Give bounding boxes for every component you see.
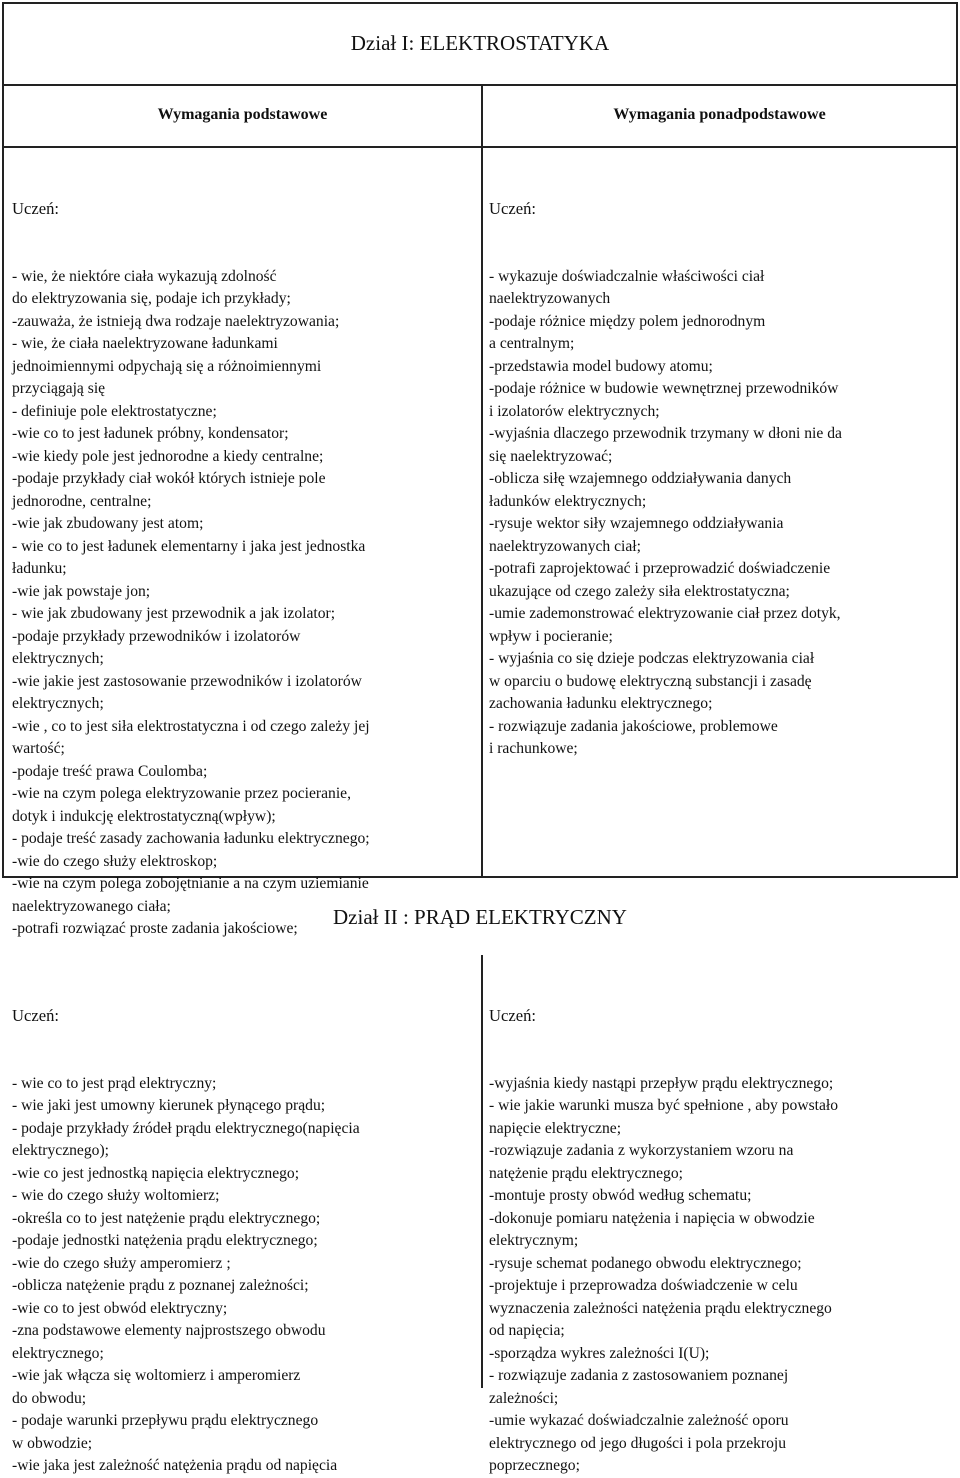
s2-border-middle xyxy=(481,955,483,1388)
requirement-line: - wie jak zbudowany jest przewodnik a jak izolator; xyxy=(12,605,336,622)
requirement-line: jednorodne, centralne; xyxy=(12,492,152,510)
requirement-line: - wie do czego służy woltomierz; xyxy=(12,1187,220,1204)
requirement-line: od napięcia; xyxy=(489,1322,565,1339)
requirement-line: i rachunkowe; xyxy=(489,740,578,757)
requirement-line: -wie co to jest ładunek próbny, kondensator; xyxy=(12,425,289,442)
requirement-line: -potrafi rozwiązać proste zadania jakościowe; xyxy=(12,920,298,937)
s1-border-right xyxy=(956,2,958,878)
requirement-line: elektrycznego od jego długości i pola przekroju xyxy=(489,1434,787,1452)
s1-border-header-bottom xyxy=(2,146,958,148)
requirement-line: - definiuje pole elektrostatyczne; xyxy=(12,402,217,420)
requirement-line: naelektryzowanego ciała; xyxy=(12,897,171,915)
s1-basic-column xyxy=(12,153,370,937)
requirement-line: -umie wykazać doświadczalnie zależność oporu xyxy=(489,1412,789,1429)
requirement-line: elektrycznych; xyxy=(12,650,104,667)
requirement-line: do elektryzowania się, podaje ich przykłady; xyxy=(12,290,291,307)
s2-basic-label: Uczeń: xyxy=(12,1006,59,1025)
requirement-line: -wie jak powstaje jon; xyxy=(12,582,151,600)
header-basic: Wymagania podstawowe xyxy=(157,106,328,123)
section2-title: Dział II : PRĄD ELEKTRYCZNY xyxy=(333,905,627,929)
requirement-line: -rysuje wektor siły wzajemnego oddziaływania xyxy=(489,515,784,532)
requirement-line: -rysuje schemat podanego obwodu elektrycznego; xyxy=(489,1254,802,1272)
requirement-line: elektrycznego); xyxy=(12,1142,109,1159)
requirement-line: -przedstawia model budowy atomu; xyxy=(489,357,713,375)
requirement-line: - podaje treść zasady zachowania ładunku elektrycznego; xyxy=(12,830,370,847)
requirement-line: - rozwiązuje zadania z zastosowaniem poznanej xyxy=(489,1367,789,1384)
requirement-line: -zauważa, że istnieją dwa rodzaje naelektryzowania; xyxy=(12,312,340,330)
requirement-line: -projektuje i przeprowadza doświadczenie w celu xyxy=(489,1277,798,1294)
requirement-line: -oblicza natężenie prądu z poznanej zależności; xyxy=(12,1277,309,1294)
s1-border-top xyxy=(2,2,958,4)
requirement-line: wyznaczenia zależności natężenia prądu elektrycznego xyxy=(489,1299,832,1317)
requirement-line: poprzecznego; xyxy=(489,1457,580,1474)
header-advanced: Wymagania ponadpodstawowe xyxy=(613,106,826,123)
requirement-line: -wyjaśnia kiedy nastąpi przepływ prądu elektrycznego; xyxy=(489,1074,834,1092)
requirement-line: -sporządza wykres zależności I(U); xyxy=(489,1344,710,1362)
requirement-line: -wie jaka jest zależność natężenia prądu od napięcia xyxy=(12,1457,338,1474)
requirement-line: -wie na czym polega elektryzowanie przez pocieranie, xyxy=(12,785,351,802)
s1-border-left xyxy=(2,2,4,878)
requirement-line: -podaje jednostki natężenia prądu elektrycznego; xyxy=(12,1232,318,1249)
requirement-line: wpływ i pocieranie; xyxy=(489,627,613,645)
requirement-line: ładunku; xyxy=(12,560,67,577)
requirement-line: - wie jakie warunki musza być spełnione , aby powstało xyxy=(489,1097,839,1114)
requirement-line: ładunków elektrycznych; xyxy=(489,492,647,510)
requirement-line: -wie jak zbudowany jest atom; xyxy=(12,515,204,532)
requirement-line: - wie co to jest prąd elektryczny; xyxy=(12,1074,217,1092)
requirement-line: i izolatorów elektrycznych; xyxy=(489,402,660,420)
requirement-line: elektrycznych; xyxy=(12,695,104,712)
requirement-line: - wie co to jest ładunek elementarny i jaka jest jednostka xyxy=(12,537,366,555)
s1-advanced-label: Uczeń: xyxy=(489,199,536,218)
requirement-line: -podaje przykłady przewodników i izolatorów xyxy=(12,627,301,645)
s1-border-title-bottom xyxy=(2,84,958,86)
requirement-line: -wie jak włącza się woltomierz i amperomierz xyxy=(12,1367,301,1384)
requirement-line: -zna podstawowe elementy najprostszego obwodu xyxy=(12,1322,326,1339)
requirement-line: napięcie elektryczne; xyxy=(489,1119,622,1137)
requirement-line: - wykazuje doświadczalnie właściwości ciał xyxy=(489,267,765,285)
requirement-line: zachowania ładunku elektrycznego; xyxy=(489,695,713,712)
requirement-line: -dokonuje pomiaru natężenia i napięcia w obwodzie xyxy=(489,1209,815,1227)
requirement-line: w oparciu o budowę elektryczną substancji i zasadę xyxy=(489,672,812,690)
requirement-line: -wie jakie jest zastosowanie przewodników i izolatorów xyxy=(12,672,362,690)
requirement-line: - podaje warunki przepływu prądu elektrycznego xyxy=(12,1412,319,1429)
s1-advanced-column xyxy=(489,153,842,757)
requirement-line: -wie do czego służy amperomierz ; xyxy=(12,1254,231,1272)
requirement-line: -montuje prosty obwód według schematu; xyxy=(489,1187,752,1204)
requirement-line: dotyk i indukcję elektrostatyczną(wpływ); xyxy=(12,807,276,825)
s2-advanced-label: Uczeń: xyxy=(489,1006,536,1025)
requirement-line: -podaje przykłady ciał wokół których istnieje pole xyxy=(12,470,326,487)
requirement-line: - wyjaśnia co się dzieje podczas elektryzowania ciał xyxy=(489,650,815,667)
section1-title: Dział I: ELEKTROSTATYKA xyxy=(350,31,610,55)
requirement-line: -wie do czego służy elektroskop; xyxy=(12,852,218,870)
requirement-line: -oblicza siłę wzajemnego oddziaływania danych xyxy=(489,470,792,487)
requirement-line: wartość; xyxy=(12,740,65,757)
requirement-line: -podaje treść prawa Coulomba; xyxy=(12,762,208,780)
requirement-line: elektrycznego; xyxy=(12,1344,104,1362)
requirement-line: -wie kiedy pole jest jednorodne a kiedy centralne; xyxy=(12,447,324,465)
requirement-line: -podaje różnice w budowie wewnętrznej przewodników xyxy=(489,380,839,397)
requirement-line: elektrycznym; xyxy=(489,1232,579,1249)
requirement-line: - wie, że niektóre ciała wykazują zdolność xyxy=(12,267,277,285)
requirement-line: - wie, że ciała naelektryzowane ładunkami xyxy=(12,335,278,352)
requirement-line: -umie zademonstrować elektryzowanie ciał przez dotyk, xyxy=(489,605,841,622)
requirement-line: do obwodu; xyxy=(12,1389,87,1407)
requirement-line: a centralnym; xyxy=(489,335,575,352)
s2-basic-column xyxy=(12,960,360,1474)
requirement-line: się naelektryzować; xyxy=(489,447,613,465)
requirement-line: -rozwiązuje zadania z wykorzystaniem wzoru na xyxy=(489,1142,794,1159)
requirement-line: zależności; xyxy=(489,1389,559,1407)
requirement-line: jednoimiennymi odpychają się a różnoimiennymi xyxy=(12,357,322,375)
requirement-line: - rozwiązuje zadania jakościowe, problemowe xyxy=(489,717,778,735)
requirement-line: ukazujące od czego zależy siła elektrostatyczna; xyxy=(489,582,790,600)
requirement-line: natężenie prądu elektrycznego; xyxy=(489,1164,683,1182)
requirement-line: naelektryzowanych xyxy=(489,290,611,307)
s1-basic-label: Uczeń: xyxy=(12,199,59,218)
requirement-line: -podaje różnice między polem jednorodnym xyxy=(489,312,766,330)
requirement-line: -określa co to jest natężenie prądu elektrycznego; xyxy=(12,1209,321,1227)
requirement-line: naelektryzowanych ciał; xyxy=(489,537,641,555)
requirement-line: -wie , co to jest siła elektrostatyczna i od czego zależy jej xyxy=(12,717,370,735)
requirement-line: - wie jaki jest umowny kierunek płynącego prądu; xyxy=(12,1097,326,1114)
requirement-line: w obwodzie; xyxy=(12,1434,93,1452)
requirement-line: -wie co jest jednostką napięcia elektrycznego; xyxy=(12,1164,300,1182)
requirement-line: -wie co to jest obwód elektryczny; xyxy=(12,1299,228,1317)
requirement-line: przyciągają się xyxy=(12,380,106,397)
s1-border-middle xyxy=(481,84,483,878)
requirement-line: -wie na czym polega zobojętnianie a na czym uziemianie xyxy=(12,875,369,892)
s2-advanced-column xyxy=(489,960,839,1474)
requirement-line: -potrafi zaprojektować i przeprowadzić doświadczenie xyxy=(489,560,831,577)
requirement-line: -wyjaśnia dlaczego przewodnik trzymany w dłoni nie da xyxy=(489,425,842,442)
requirement-line: - podaje przykłady źródeł prądu elektrycznego(napięcia xyxy=(12,1119,360,1137)
